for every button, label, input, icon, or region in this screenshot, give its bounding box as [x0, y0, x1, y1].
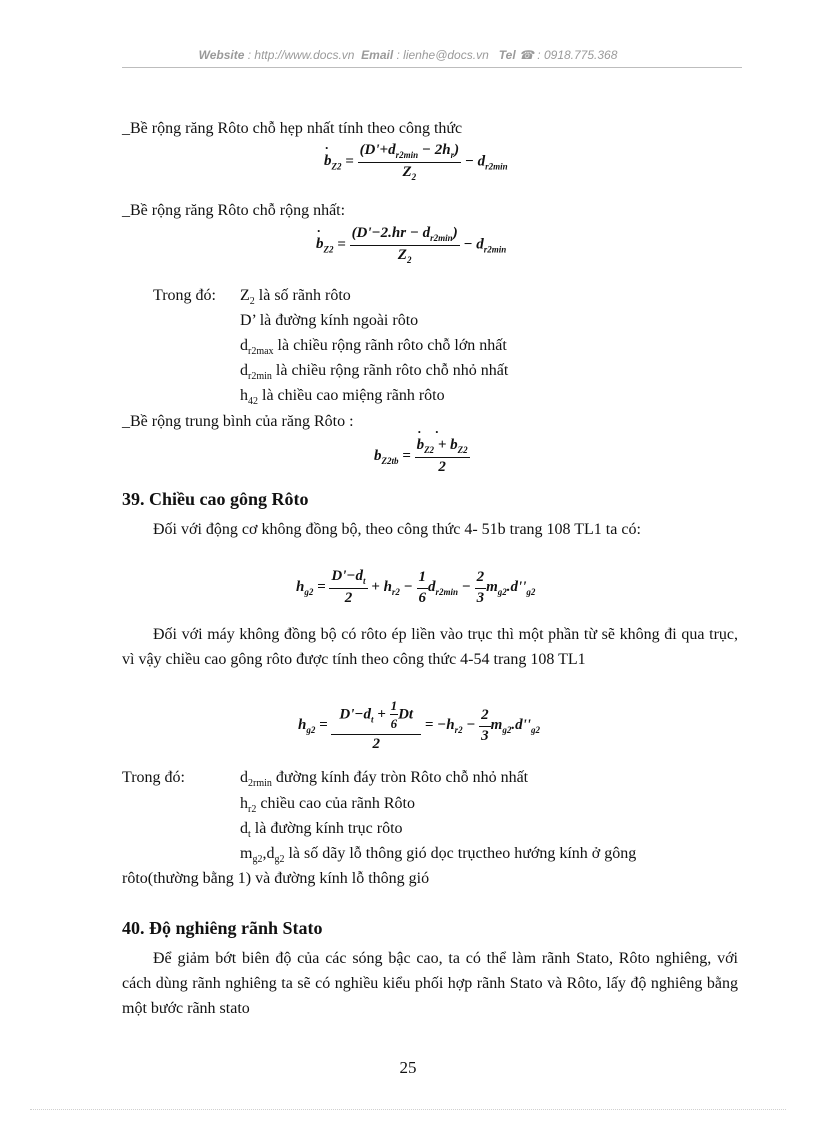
where-line: rôto(thường bằng 1) và đường kính lỗ thông gió: [122, 870, 430, 887]
formula-subscript: Z2tb: [381, 455, 399, 466]
formula-operator: =: [337, 236, 346, 253]
tel-value: : 0918.775.368: [533, 48, 618, 62]
paragraph-text: Đối với máy không đồng bộ có rôto ép liền vào trục thì một phần từ sẽ không đi qua trục, vì vậy chiều cao gông rôto được tính theo công thức 4-54 trang 108 TL1: [122, 626, 738, 668]
footer-divider: [30, 1109, 786, 1110]
formula-subscript: r2min: [485, 161, 508, 172]
where-line: $d_{r2max}$ là chiều rộng rãnh rôto chỗ lớn nhất: [240, 337, 507, 358]
paragraph-text: _Bề rộng trung bình của răng Rôto :: [122, 413, 354, 430]
formula-fraction: [415, 437, 470, 476]
formula-operator: =: [402, 447, 411, 464]
header-divider: [122, 67, 742, 68]
formula-fraction: [358, 142, 462, 182]
formula-fraction: [350, 225, 460, 265]
formula-rotor-tooth-min: [324, 142, 508, 182]
section-heading: 39. Chiều cao gông Rôto: [122, 489, 309, 509]
formula-subscript: Z2: [323, 244, 334, 255]
formula-rotor-tooth-max: [316, 225, 506, 265]
fraction-numerator: $(D'-2.hr - d_{r2min})$: [350, 225, 460, 246]
formula-fraction: $\frac{D'-d_t}{2}$: [331, 568, 366, 606]
formula-symbol: h: [298, 716, 307, 733]
formula-rotor-yoke-pressed: $h_{g2}$ = $D'-d_t$ + $\frac{1}{6}$ Dt 2 = $-h_{r2}$ − $\frac{2}{3}$ $m_{g2}.d''_{g2}$: [298, 698, 540, 752]
email-label: Email: [361, 48, 394, 62]
formula-symbol: · b: [316, 236, 324, 252]
formula-fraction: $\frac{2}{3}$: [476, 568, 485, 606]
email-link[interactable]: lienhe@docs.vn: [403, 48, 489, 62]
where-label: Trong đó:: [122, 769, 185, 786]
formula-symbol: · b: [324, 153, 332, 169]
paragraph-text: _Bề rộng răng Rôto chỗ hẹp nhất tính theo công thức: [122, 120, 463, 137]
formula-subscript: r2min: [483, 244, 507, 255]
fraction-denominator: $Z_2$: [402, 164, 417, 182]
formula-operator: =: [345, 153, 354, 170]
header-sep: :: [244, 48, 255, 62]
formula-rotor-yoke: $h_{g2}$ = $\frac{D'-d_t}{2}$ + $h_{r2}$ − $\frac{1}{6}$ $d_{r2min}$ − $\frac{2}{3}$ $m_{g2}.d''_{g2}$: [296, 568, 536, 606]
where-label: Trong đó:: [153, 287, 216, 304]
website-label: Website: [198, 48, 245, 62]
formula-fraction: $\frac{2}{3}$: [481, 706, 489, 744]
paragraph-text: _Bề rộng răng Rôto chỗ rộng nhất:: [122, 202, 346, 219]
formula-symbol: b: [374, 447, 382, 464]
where-line: D’ là đường kính ngoài rôto: [240, 312, 419, 329]
header-sep: :: [393, 48, 404, 62]
formula-fraction: $D'-d_t$ + $\frac{1}{6}$ Dt 2: [331, 698, 421, 753]
where-line: $h_{42}$ là chiều cao miệng rãnh rôto: [240, 387, 445, 408]
where-line: $h_{r2}$ chiều cao của rãnh Rôto: [240, 795, 415, 816]
paragraph-text: Đối với động cơ không đồng bộ, theo công thức 4- 51b trang 108 TL1 ta có:: [153, 521, 641, 538]
fraction-denominator: $Z_2$: [397, 247, 412, 265]
where-line: $d_t$ là đường kính trục rôto: [240, 820, 403, 841]
where-line: $m_{g2},d_{g2}$ là số dãy lỗ thông gió dọc trụctheo hướng kính ở gông: [240, 845, 637, 866]
paragraph-text: Để giảm bớt biên độ của các sóng bậc cao, ta có thể làm rãnh Stato, Rôto nghiêng, với cách dùng rãnh nghiêng ta sẽ có nghiều kiểu phối hợp rãnh Stato và Rôto, lấy độ nghiêng bằng một bước rãnh stato: [122, 950, 738, 1017]
page-header: [0, 48, 816, 62]
formula-fraction: $\frac{1}{6}$: [418, 568, 427, 606]
tel-label: Tel: [498, 48, 516, 62]
where-line: $Z_2$ là số rãnh rôto: [240, 287, 351, 308]
formula-term: − d: [464, 153, 486, 170]
formula-rotor-tooth-avg: [374, 437, 470, 476]
section-heading: 40. Độ nghiêng rãnh Stato: [122, 918, 323, 938]
formula-subscript: Z2: [331, 161, 342, 172]
where-line: $d_{2rmin}$ đường kính đáy tròn Rôto chỗ nhỏ nhất: [240, 769, 529, 790]
formula-symbol: h: [296, 578, 305, 595]
fraction-denominator: 2: [438, 459, 446, 475]
website-link[interactable]: http://www.docs.vn: [254, 48, 355, 62]
page-number: 25: [399, 1058, 417, 1077]
fraction-numerator: $(D'+d_{r2min} - 2h_r)$: [358, 142, 462, 163]
fraction-numerator: · $b_{Z2}\cdot + b_{Z2}$: [415, 437, 470, 458]
where-line: $d_{r2min}$ là chiều rộng rãnh rôto chỗ nhỏ nhất: [240, 362, 509, 383]
phone-icon: ☎: [519, 48, 534, 62]
formula-term: − d: [463, 236, 484, 253]
